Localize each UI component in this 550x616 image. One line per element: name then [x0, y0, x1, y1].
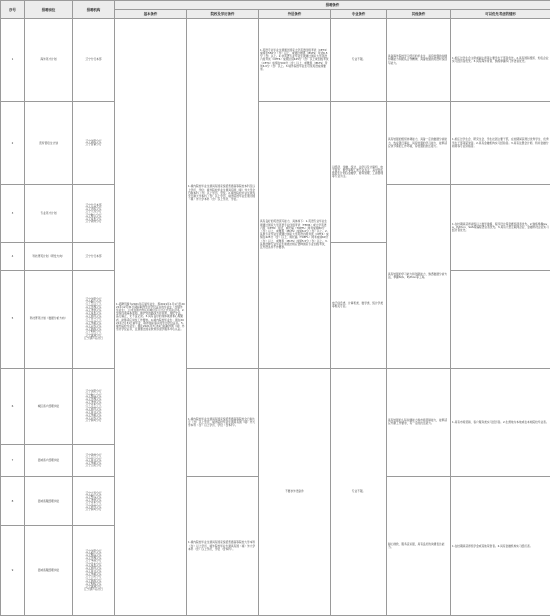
other-conditions-a: 具备海外院校学习经历的毕业生，具有较强的沟通协调能力和团队合作精神，具备较强的英语听说读写能力。 — [387, 19, 451, 102]
header-priority: 可以优先考虑的情形 — [451, 10, 550, 19]
header-no: 序号 — [1, 1, 25, 19]
header-school: 院校及学历条件 — [187, 10, 259, 19]
org-name: 辽宁丹东分行 — [85, 310, 102, 315]
org-name: 辽宁葫芦岛分行 — [84, 335, 103, 340]
org-name: 辽宁葫芦岛分行 — [84, 587, 103, 592]
row-no: 5 — [1, 270, 25, 368]
priority-c-continued — [451, 270, 550, 368]
basic-conditions-cell: 1.招聘范围为2021年应届毕业生，即2021年1月1日至2021年12月31日期间取得学历学位证书的毕业生（含境外毕业生），且未在国内外任何单位签订过正式劳动合同。2.坚持四项基本原则，拥护党的路线方针政策，遵纪守法，品行端正，无不良记录。3.具有良好的身体素质和心理素质，能够适应岗位工作要求。4.境内院校毕业生：须在2021年7月31日前毕业，取得国家承认的学历学位证书。5.境外院校毕业生：须在2021年7月31日前取得国（境）外学历学位证书，且须通过国家教育部留学服务中心认证。 — [115, 19, 187, 616]
row-orgs — [73, 368, 115, 445]
row-position: 海外英才计划 — [25, 19, 73, 102]
org-name: 辽宁营口分行 — [85, 456, 102, 461]
priority-c: 1.在校期间获得省级以上数学建模、程序设计等竞赛奖项者优先。2.熟练掌握Java、Python、SAS等编程语言者优先。3.具有大型互联网企业、金融科技企业实习经历者优先。 — [451, 185, 550, 270]
org-name: 辽宁抚顺分行 — [85, 395, 102, 400]
org-name: 辽宁朝阳分行 — [85, 580, 102, 585]
header-org: 招聘机构 — [73, 1, 115, 19]
org-name: 辽宁铁岭分行 — [85, 577, 102, 582]
row-position: 科技菁英计划（数据分析方向） — [25, 270, 73, 368]
row-position: 城区客户经理岗位 — [25, 368, 73, 445]
org-name: 辽宁阜新分行 — [85, 319, 102, 324]
school-conditions-c: 1.境内院校毕业生须具有国家统招普通高等院校大学本科（含）以上学历，境外院校毕业生须具有国（境）外大学本科（含）以上学历，学位（含本科）。 — [187, 477, 259, 616]
header-major: 专业条件 — [331, 10, 387, 19]
other-conditions-d: 具有较强的人际沟通能力和市场营销能力，能够适应外勤工作要求，有一定的抗压能力。 — [387, 368, 451, 477]
other-conditions-c: 具有较强的学习能力和创新能力，熟悉数据分析方法，掌握SQL、Python等工具。 — [387, 185, 451, 368]
org-name: 辽宁锦州分行 — [85, 405, 102, 410]
major-conditions-e: 专业不限。 — [331, 368, 387, 615]
org-name: 辽宁分行本部 — [85, 202, 102, 207]
header-foreign: 外语条件 — [259, 10, 331, 19]
org-name: 辽宁鞍山分行 — [85, 212, 102, 217]
org-name: 辽宁阜新分行 — [85, 459, 102, 464]
org-name: 辽宁丹东分行 — [85, 215, 102, 220]
row-position: 县域客户经理岗位 — [25, 445, 73, 477]
row-orgs — [73, 270, 115, 368]
org-name: 辽宁鞍山分行 — [85, 300, 102, 305]
org-name: 辽宁本溪分行 — [85, 558, 102, 563]
org-name: 辽宁营口分行 — [85, 568, 102, 573]
org-name: 辽宁锦州分行 — [85, 218, 102, 223]
foreign-conditions-c: 不要求外语条件 — [259, 368, 331, 615]
org-name: 辽宁锦州分行 — [85, 564, 102, 569]
org-name: 辽宁辽阳分行 — [85, 322, 102, 327]
org-name: 辽宁铁岭分行 — [85, 418, 102, 423]
priority-a: 1.担任过学生会主席或副主席等主要学生干部者优先。2.具有国际组织、知名企业实习经历者优先。3.具有海外背景、熟练掌握多门外语者优先。 — [451, 19, 550, 102]
row-position: 营所管培生计划 — [25, 102, 73, 185]
org-name: 辽宁营口分行 — [85, 316, 102, 321]
row-orgs — [73, 242, 115, 270]
row-no: 9 — [1, 526, 25, 616]
row-position: 专业英才计划 — [25, 185, 73, 243]
school-conditions-b: 1.境内院校毕业生须具有国家统招普通高等院校全日制大专（含）以上学历，境外院校毕业生须具有国（境）外大学本科（含）以上学历、学位（含本科）。 — [187, 368, 259, 477]
org-name: 辽宁分行本部 — [85, 253, 102, 258]
org-name: 辽宁沈阳分行 — [85, 297, 102, 302]
org-name: 辽宁阜新分行 — [85, 411, 102, 416]
foreign-conditions-b: 具有良好的英语读写能力，具体如下：1.英语专业毕业生须通过国家大学英语专业四级考试（TEM4）或大学英语六级（CET6）考试，或托福（TOEFL）网考成绩80分（含）以上，或雅思（IELTS）成绩6.0分（含）以上。2.其他专业毕业生须通过国家大学英语四级考试（CET4）成绩在425分（含）以上，或托福（TOEFL）网考成绩60分（含）以上，或雅思（IELTS）成绩5.5分（含）以上。3.其他语种专业毕业生须通过相应语种国家专业四级考试，且外语条件不作要求。 — [259, 102, 331, 368]
row-no: 6 — [1, 368, 25, 445]
row-orgs — [73, 526, 115, 616]
org-name: 辽宁铁岭分行 — [85, 506, 102, 511]
row-no: 4 — [1, 242, 25, 270]
school-conditions-a: 1.境内院校毕业生须具有国家统招普通高等院校本科及以上学历、学位；境外院校毕业生须具有国（境）外大学全日制本科（含）以上学历、学位。2.境内院校毕业生须为全日制大学本科（含）以上学历，境外院校毕业生须为国（境）外大学本科（含）以上学历、学位。 — [187, 19, 259, 369]
org-name: 辽宁锦州分行 — [85, 453, 102, 458]
org-name: 辽宁丹东分行 — [85, 402, 102, 407]
org-name: 辽宁盘锦分行 — [85, 584, 102, 589]
major-conditions-a: 专业不限。 — [331, 19, 387, 102]
org-name: 辽宁抚顺分行 — [85, 303, 102, 308]
org-name: 辽宁营口分行 — [85, 408, 102, 413]
org-name: 辽宁分行本部 — [85, 57, 102, 62]
row-no: 1 — [1, 19, 25, 102]
row-orgs — [73, 102, 115, 185]
row-no: 7 — [1, 445, 25, 477]
org-name: 辽宁沈阳分行 — [85, 139, 102, 143]
other-conditions-e: 耐心细致、服务意识强，具有良好的沟通表达能力。 — [387, 477, 451, 616]
header-basic: 基本条件 — [115, 10, 187, 19]
row-position: 县域客服经理岗位 — [25, 477, 73, 526]
org-name: 辽宁铁岭分行 — [85, 326, 102, 331]
org-name: 辽宁本溪分行 — [85, 497, 102, 502]
foreign-conditions-a: 1.英语专业毕业生须通过国家大学英语四级考试（CET4）成绩在550分（含）以上，或通过雅思（IELTS）考试6.5分（含）以上。2.非英语专业毕业生须通过国家大学英语六级考试（CET6）成绩达到425分（含）以上或四级考试（CET4）成绩在500分（含）以上，或雅思（IELTS）考试6.0分（含）以上。3.境外院校毕业生可免英语成绩要求。 — [259, 19, 331, 102]
table-row — [1, 19, 550, 102]
priority-d: 1.具有市场营销、客户服务类实习经历者。2.生源地为本地或在本地院校毕业者。 — [451, 368, 550, 477]
row-orgs — [73, 477, 115, 526]
other-conditions-b: 具有较强的组织协调能力，具备一定的数据分析能力，热爱银行事业，具有较强的学习能力，能够适应快节奏的工作环境，有较强的抗压能力。 — [387, 102, 451, 185]
org-name: 辽宁丹东分行 — [85, 500, 102, 505]
org-name: 辽宁辽阳分行 — [85, 463, 102, 468]
row-no: 8 — [1, 477, 25, 526]
org-name: 辽宁本溪分行 — [85, 399, 102, 404]
org-name: 辽宁鞍山分行 — [85, 552, 102, 557]
priority-b: 1.担任过学生会、研究生会、学生社团主要干部，在校期间获得过优秀学生、优秀学生干部等荣誉者。2.具有金融机构实习经验者。3.具有注册会计师、特许金融分析师等专业资格者。 — [451, 102, 550, 185]
org-name: 辽宁锦州分行 — [85, 503, 102, 508]
org-name: 辽宁营销分行 — [85, 142, 102, 147]
org-name: 辽宁丹东分行 — [85, 561, 102, 566]
org-name: 辽宁大连分行 — [85, 209, 102, 214]
org-name: 辽宁阜新分行 — [85, 571, 102, 576]
major-conditions-d: 电子信息类、计算机类、数学类、统计学类等相关专业。 — [331, 242, 387, 368]
org-name: 辽宁沈阳分行 — [85, 389, 102, 394]
org-name: 辽宁鞍山分行 — [85, 493, 102, 498]
row-orgs — [73, 19, 115, 102]
row-no: 2 — [1, 102, 25, 185]
row-orgs — [73, 185, 115, 243]
row-position: 县域客服经理岗位 — [25, 526, 73, 616]
org-name: 辽宁沈阳分行 — [85, 548, 102, 553]
org-name: 辽宁辽阳分行 — [85, 415, 102, 420]
table-row — [1, 102, 550, 185]
major-conditions-b: 以经济、金融、统计、法学以及计算机、电子信息、数学等理工类专业为主，其中营所管培生计划以金融学、财务管理、工商管理等专业为主。 — [331, 102, 387, 243]
header-conditions: 招聘条件 — [115, 1, 550, 10]
org-name: 辽宁沈阳分行 — [85, 206, 102, 211]
priority-e: 1.在校期间获得奖学金或其他荣誉者。2.具有金融机构实习经历者。 — [451, 477, 550, 616]
table-row — [1, 368, 550, 445]
row-orgs — [73, 445, 115, 477]
header-position: 招聘岗位 — [25, 1, 73, 19]
org-name: 辽宁锦州分行 — [85, 313, 102, 318]
header-other: 其他条件 — [387, 10, 451, 19]
org-name: 辽宁盘锦分行 — [85, 332, 102, 337]
row-no: 3 — [1, 185, 25, 243]
org-name: 辽宁抚顺分行 — [85, 555, 102, 560]
org-name: 辽宁朝阳分行 — [85, 329, 102, 334]
row-position: 科技菁英计划（研发方向） — [25, 242, 73, 270]
org-name: 辽宁辽阳分行 — [85, 574, 102, 579]
org-name: 辽宁本溪分行 — [85, 306, 102, 311]
org-name: 辽宁鞍山分行 — [85, 392, 102, 397]
org-name: 辽宁大连分行 — [85, 490, 102, 495]
